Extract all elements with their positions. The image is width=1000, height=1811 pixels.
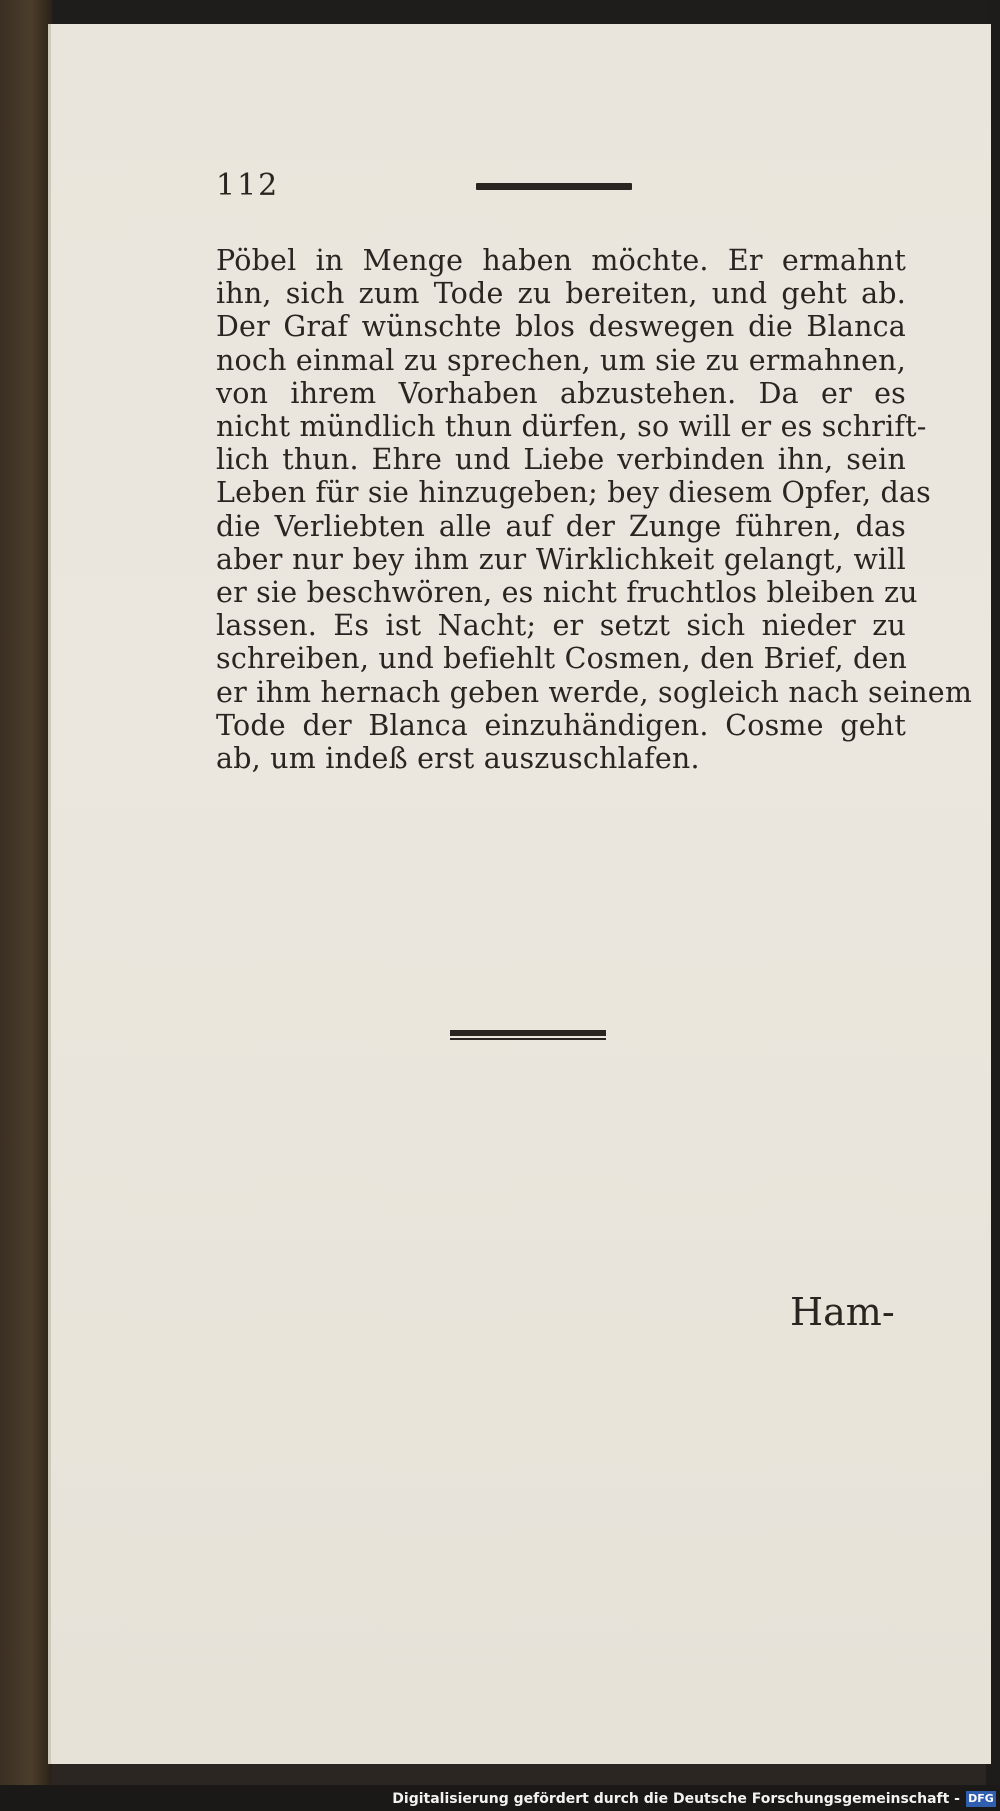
- page-number: 112: [216, 168, 280, 203]
- text-line: aber nur bey ihm zur Wirklichkeit gelangt, will: [216, 542, 906, 576]
- text-line: die Verliebten alle auf der Zunge führen, das: [216, 509, 906, 543]
- text-line: Tode der Blanca einzuhändigen. Cosme geht: [216, 708, 906, 742]
- text-line: er sie beschwören, es nicht fruchtlos bleiben zu: [216, 576, 918, 610]
- footer-credit: Digitalisierung gefördert durch die Deutsche Forschungsgemeinschaft -: [392, 1791, 960, 1807]
- section-end-rule: [450, 1030, 606, 1040]
- text-line: noch einmal zu sprechen, um sie zu ermahnen,: [216, 343, 906, 377]
- book-spine-edge: [0, 0, 52, 1811]
- text-line: ab, um indeß erst auszuschlafen.: [216, 742, 700, 776]
- end-rule-thick: [450, 1030, 606, 1036]
- text-line: ihn, sich zum Tode zu bereiten, und geht ab.: [216, 277, 906, 311]
- text-line: er ihm hernach geben werde, sogleich nach seinem: [216, 675, 973, 709]
- page-header: [216, 168, 686, 208]
- text-line: schreiben, und befiehlt Cosmen, den Brief, den: [216, 642, 908, 676]
- footer-bar: [0, 1785, 1000, 1811]
- end-rule-thin: [450, 1038, 606, 1040]
- body-text: [216, 244, 973, 776]
- catchword: Ham-: [790, 1290, 895, 1334]
- text-line: von ihrem Vorhaben abzustehen. Da er es: [216, 376, 906, 410]
- text-line: Leben für sie hinzugeben; bey diesem Opfer, das: [216, 476, 931, 510]
- header-ornament-rule: [476, 183, 632, 190]
- text-line: Pöbel in Menge haben möchte. Er ermahnt: [216, 244, 906, 277]
- text-line: lich thun. Ehre und Liebe verbinden ihn, sein: [216, 443, 906, 477]
- dfg-logo-icon: DFG: [966, 1791, 996, 1807]
- text-line: Der Graf wünschte blos deswegen die Blanca: [216, 310, 906, 344]
- text-line: lassen. Es ist Nacht; er setzt sich nieder zu: [216, 609, 906, 643]
- text-line: nicht mündlich thun dürfen, so will er es schrift-: [216, 410, 927, 444]
